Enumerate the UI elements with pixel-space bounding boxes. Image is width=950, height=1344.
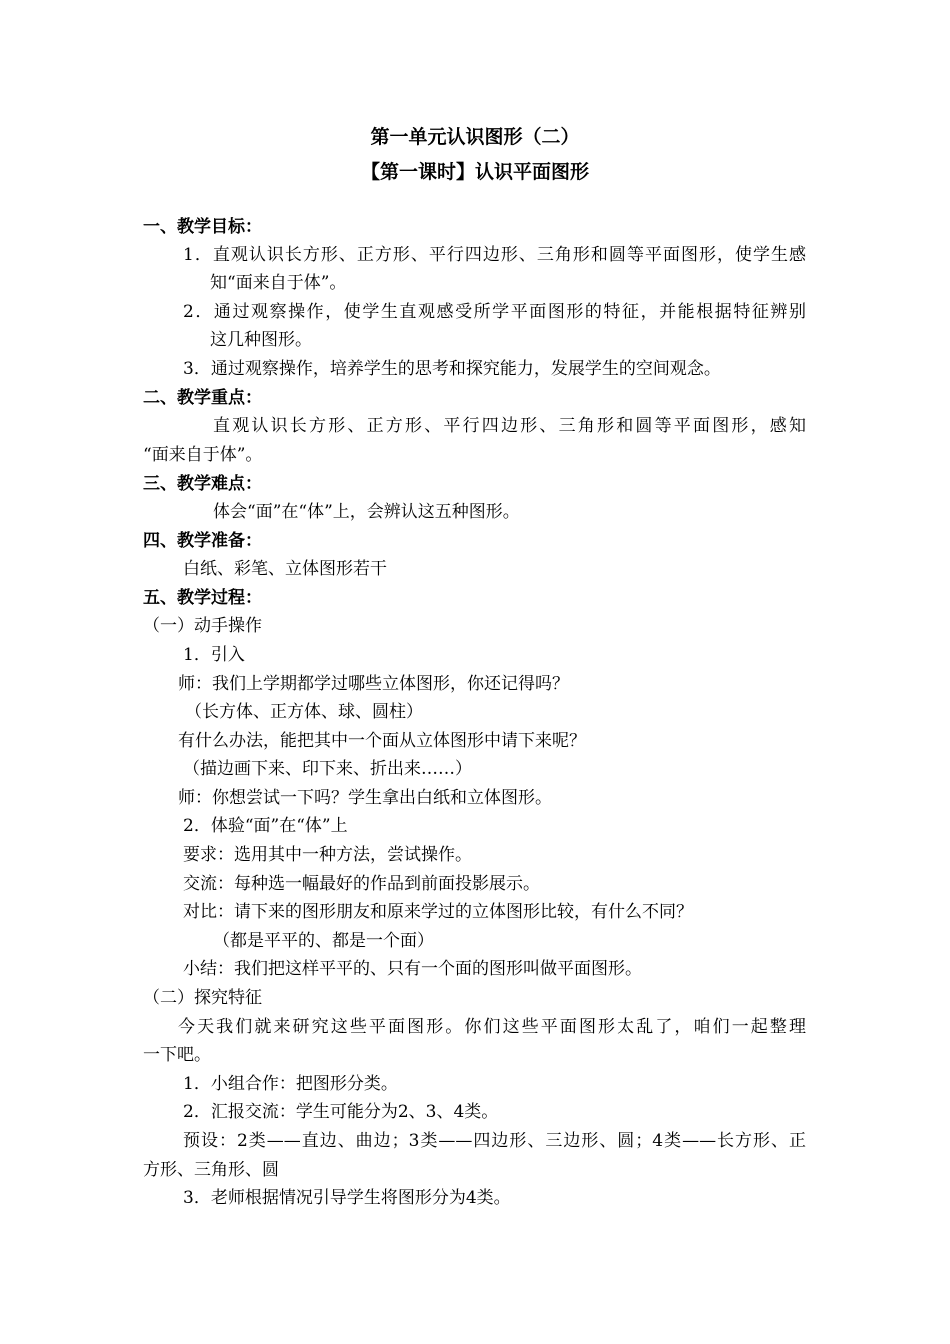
part-1-step-2: 2．体验“面”在“体”上: [183, 816, 348, 836]
part-2-intro-line-2: 一下吧。: [143, 1045, 211, 1065]
part-2-step-2: 2．汇报交流：学生可能分为2、3、4类。: [183, 1102, 499, 1122]
part-1-heading: （一）动手操作: [143, 616, 262, 636]
objective-3: 3．通过观察操作，培养学生的思考和探究能力，发展学生的空间观念。: [183, 359, 721, 379]
part-1-question-2: 有什么办法，能把其中一个面从立体图形中请下来呢？: [178, 731, 586, 751]
key-points-line-2: “面来自于体”。: [143, 445, 263, 465]
part-1-step-1: 1．引入: [183, 645, 245, 665]
part-2-preset-line-2: 方形、三角形、圆: [143, 1160, 279, 1180]
section-heading-preparation: 四、教学准备：: [143, 531, 262, 551]
lesson-subtitle: 【第一课时】认识平面图形: [360, 161, 589, 183]
section-heading-key-points: 二、教学重点：: [143, 388, 262, 408]
objective-2-line-1: 2．通过观察操作，使学生直观感受所学平面图形的特征，并能根据特征辨别: [183, 302, 806, 322]
part-2-heading: （二）探究特征: [143, 988, 262, 1008]
part-1-question-3: 师：你想尝试一下吗？学生拿出白纸和立体图形。: [178, 788, 552, 808]
part-2-step-3: 3．老师根据情况引导学生将图形分为4类。: [183, 1188, 511, 1208]
part-1-answer-1: （长方体、正方体、球、圆柱）: [185, 702, 423, 722]
key-points-line-1: 直观认识长方形、正方形、平行四边形、三角形和圆等平面图形，感知: [213, 416, 806, 436]
part-1-answer-2: （描边画下来、印下来、折出来……）: [183, 759, 472, 779]
section-heading-process: 五、教学过程：: [143, 588, 262, 608]
part-1-compare: 对比：请下来的图形朋友和原来学过的立体图形比较，有什么不同？: [183, 902, 693, 922]
section-heading-objectives: 一、教学目标：: [143, 217, 262, 237]
preparation-line-1: 白纸、彩笔、立体图形若干: [183, 559, 387, 579]
part-2-intro-line-1: 今天我们就来研究这些平面图形。你们这些平面图形太乱了，咱们一起整理: [178, 1017, 806, 1037]
objective-2-line-2: 这几种图形。: [210, 330, 312, 350]
section-heading-difficulties: 三、教学难点：: [143, 474, 262, 494]
part-2-step-1: 1．小组合作：把图形分类。: [183, 1074, 398, 1094]
part-2-preset-line-1: 预设：2类——直边、曲边；3类——四边形、三边形、圆；4类——长方形、正: [183, 1131, 806, 1151]
part-1-question-1: 师：我们上学期都学过哪些立体图形，你还记得吗？: [178, 674, 569, 694]
part-1-share: 交流：每种选一幅最好的作品到前面投影展示。: [183, 874, 540, 894]
part-1-requirement: 要求：选用其中一种方法，尝试操作。: [183, 845, 472, 865]
difficulties-line-1: 体会“面”在“体”上，会辨认这五种图形。: [213, 502, 520, 522]
document-title: 第一单元认识图形（二）: [370, 126, 580, 148]
objective-1-line-2: 知“面来自于体”。: [210, 273, 347, 293]
part-1-summary: 小结：我们把这样平平的、只有一个面的图形叫做平面图形。: [183, 959, 642, 979]
part-1-compare-answer: （都是平平的、都是一个面）: [213, 931, 434, 951]
objective-1-line-1: 1．直观认识长方形、正方形、平行四边形、三角形和圆等平面图形，使学生感: [183, 245, 806, 265]
